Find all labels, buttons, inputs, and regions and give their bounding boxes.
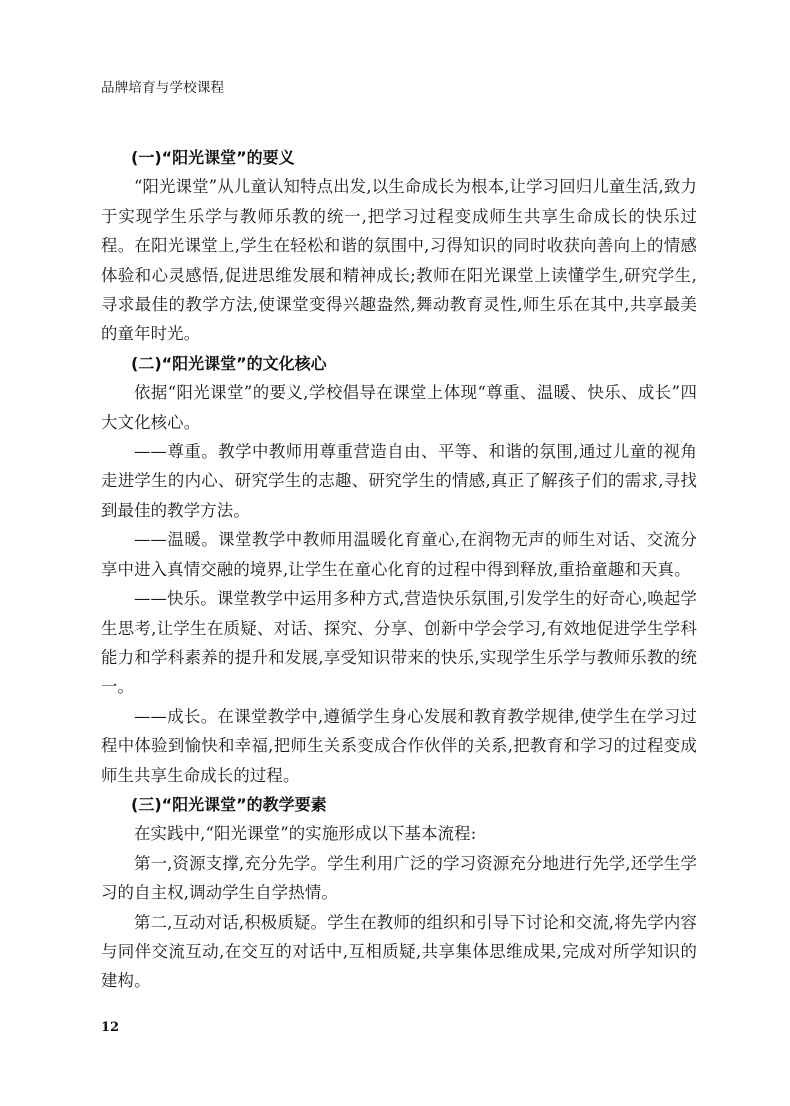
paragraph-step-2: 第二,互动对话,积极质疑。学生在教师的组织和引导下讨论和交流,将先学内容与同伴交流互动,在交互的对话中,互相质疑,共享集体思维成果,完成对所学知识的建构。	[101, 912, 697, 991]
paragraph-joy: ——快乐。课堂教学中运用多种方式,营造快乐氛围,引发学生的好奇心,唤起学生思考,让学生在质疑、对话、探究、分享、创新中学会学习,有效地促进学生学科能力和学科素养的提升和发展,享受知识带来的快乐,实现学生乐学与教师乐教的统一。	[101, 589, 697, 697]
paragraph-growth: ——成长。在课堂教学中,遵循学生身心发展和教育教学规律,使学生在学习过程中体验到愉快和幸福,把师生关系变成合作伙伴的关系,把教育和学习的过程变成师生共享生命成长的过程。	[101, 706, 697, 785]
paragraph: 在实践中,“阳光课堂”的实施形成以下基本流程:	[134, 824, 477, 844]
paragraph: 依据“阳光课堂”的要义,学校倡导在课堂上体现“尊重、温暖、快乐、成长”四大文化核心。	[101, 383, 697, 432]
paragraph: “阳光课堂”从儿童认知特点出发,以生命成长为根本,让学习回归儿童生活,致力于实现学生乐学与教师乐教的统一,把学习过程变成师生共享生命成长的快乐过程。在阳光课堂上,学生在轻松和谐的氛围中,习得知识的同时收获向善向上的情感体验和心灵感悟,促进思维发展和精神成长;教师在阳光课堂上读懂学生,研究学生,寻求最佳的教学方法,使课堂变得兴趣盎然,舞动教育灵性,师生乐在其中,共享最美的童年时光。	[101, 177, 697, 344]
section-heading-3: (三)“阳光课堂”的教学要素	[131, 794, 327, 814]
section-heading-1: (一)“阳光课堂”的要义	[131, 148, 295, 167]
paragraph-step-1: 第一,资源支撑,充分先学。学生利用广泛的学习资源充分地进行先学,还学生学习的自主权,调动学生自学热情。	[101, 853, 697, 903]
page-number: 12	[101, 1020, 120, 1035]
body-text	[101, 143, 697, 996]
section-heading-2: (二)“阳光课堂”的文化核心	[131, 353, 327, 373]
paragraph-warmth: ——温暖。课堂教学中教师用温暖化育童心,在润物无声的师生对话、交流分享中进入真情交融的境界,让学生在童心化育的过程中得到释放,重拾童趣和天真。	[101, 530, 697, 579]
paragraph-respect: ——尊重。教学中教师用尊重营造自由、平等、和谐的氛围,通过儿童的视角走进学生的内心、研究学生的志趣、研究学生的情感,真正了解孩子们的需求,寻找到最佳的教学方法。	[101, 442, 697, 520]
running-header: 品牌培育与学校课程	[101, 80, 225, 96]
